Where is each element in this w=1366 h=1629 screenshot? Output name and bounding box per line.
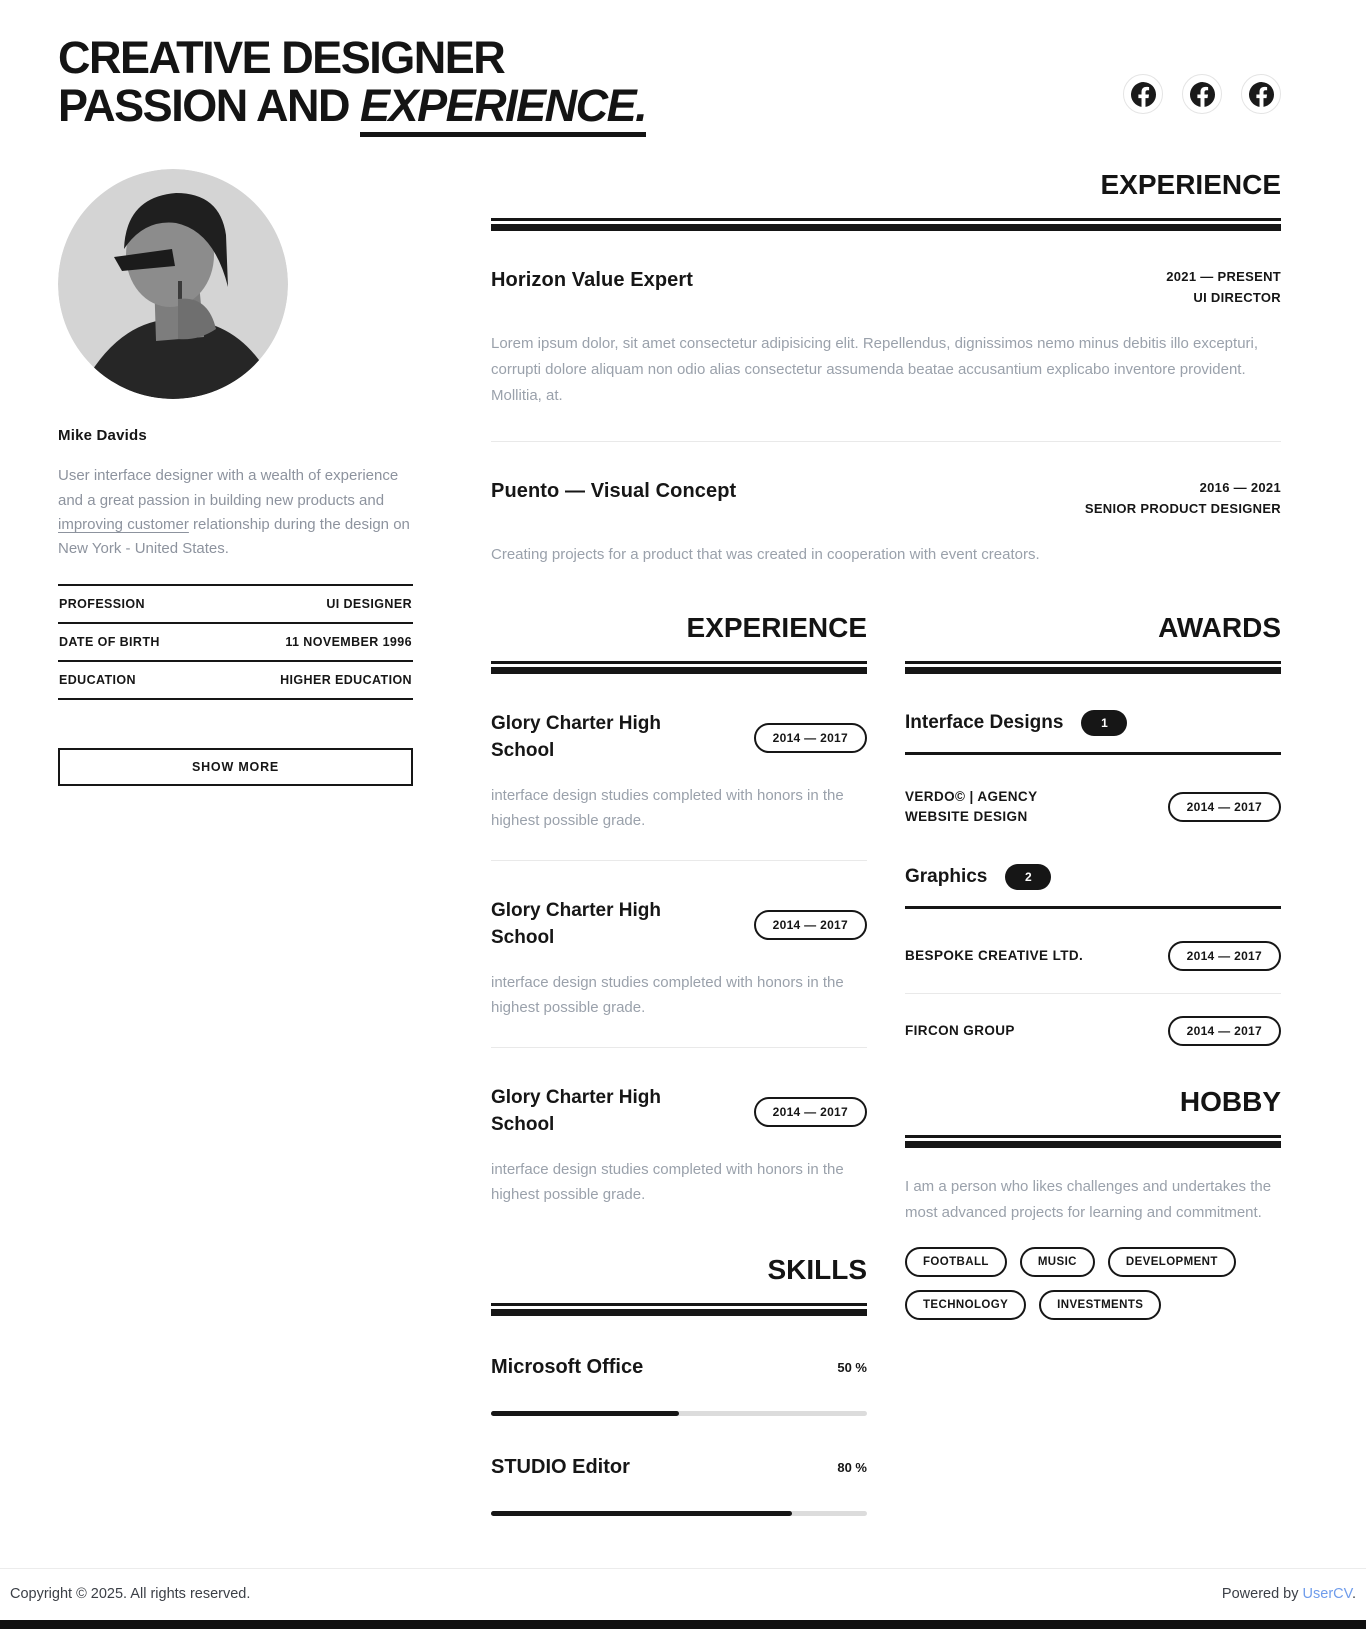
education-section-heading: EXPERIENCE [686, 611, 867, 643]
page-title-line1: CREATIVE DESIGNER [58, 32, 505, 83]
award-name-line1: VERDO© | AGENCY [905, 788, 1038, 804]
award-count-badge: 1 [1081, 710, 1127, 736]
social-links [1123, 74, 1281, 114]
hobby-description: I am a person who likes challenges and undertakes the most advanced projects for learning and commitment. [905, 1178, 1272, 1221]
hobby-tag: INVESTMENTS [1039, 1290, 1161, 1320]
sub-columns [491, 612, 1281, 1516]
hobby-tag: TECHNOLOGY [905, 1290, 1026, 1320]
award-entry [905, 1016, 1281, 1046]
detail-value: HIGHER EDUCATION [280, 672, 412, 687]
award-name-line2: WEBSITE DESIGN [905, 809, 1028, 825]
award-entry [905, 787, 1281, 829]
education-title: Glory Charter High School [491, 712, 661, 762]
detail-label: DATE OF BIRTH [59, 634, 160, 649]
skill-name: Microsoft Office [491, 1355, 644, 1378]
job-period: 2021 — PRESENT [1166, 269, 1281, 285]
job-header [491, 480, 1281, 516]
award-group-header [905, 864, 1281, 890]
job-period: 2016 — 2021 [1199, 479, 1281, 495]
powered-link[interactable]: UserCV [1302, 1585, 1352, 1602]
page-title-line2-prefix: PASSION AND [58, 79, 361, 131]
hobby-section [905, 1086, 1281, 1320]
period-pill: 2014 — 2017 [754, 910, 867, 940]
detail-value: 11 NOVEMBER 1996 [285, 634, 412, 649]
job-description: Lorem ipsum dolor, sit amet consectetur adipisicing elit. Repellendus, dignissimos nemo minus debitis illo excepturi, corrupti dolore aliquam non odio alias consectetur assumenda beatae accusantium explicabo inventore provident. Mollitia, at. [491, 335, 1259, 404]
skills-section [491, 1254, 867, 1516]
education-item [491, 897, 867, 1021]
award-group-rule [905, 752, 1281, 755]
divider [905, 993, 1281, 994]
content-grid [58, 169, 1281, 1515]
period-pill: 2014 — 2017 [754, 1097, 867, 1127]
bottom-accent-bar [0, 1620, 1366, 1629]
skill-header [491, 1456, 867, 1479]
section-rule [491, 218, 1281, 231]
show-more-button[interactable]: SHOW MORE [58, 748, 413, 786]
education-item [491, 710, 867, 834]
page-title-emphasis: EXPERIENCE. [360, 80, 646, 137]
award-group-rule [905, 906, 1281, 909]
award-name [905, 787, 1038, 829]
profile-bio [58, 464, 413, 561]
job-company: Puento — Visual Concept [491, 479, 737, 502]
education-item [491, 1084, 867, 1208]
experience-section-heading: EXPERIENCE [1100, 169, 1281, 201]
page-title [58, 34, 646, 129]
profile-name: Mike Davids [58, 427, 147, 445]
award-entry [905, 941, 1281, 971]
skill-progress-bar [491, 1411, 867, 1416]
job-entry [491, 480, 1281, 568]
skill-header [491, 1356, 867, 1379]
awards-hobby-column [905, 612, 1281, 1516]
award-group [905, 710, 1281, 829]
education-description: interface design studies completed with honors in the highest possible grade. [491, 973, 844, 1017]
award-name: FIRCON GROUP [905, 1022, 1015, 1038]
award-group-header [905, 710, 1281, 736]
footer-powered-prefix: Powered by [1221, 1585, 1303, 1602]
job-meta [1085, 480, 1281, 516]
job-role: UI DIRECTOR [1193, 290, 1281, 306]
profile-bio-text-before: User interface designer with a wealth of experience and a great passion in building new products and [58, 467, 399, 509]
job-entry [491, 269, 1281, 408]
footer-powered [1222, 1586, 1356, 1602]
profile-photo [58, 169, 288, 399]
education-skills-column [491, 612, 867, 1516]
skill-name: STUDIO Editor [491, 1455, 630, 1478]
award-group [905, 864, 1281, 1046]
page-header [58, 0, 1281, 129]
hobby-tag: FOOTBALL [905, 1247, 1007, 1277]
footer-bar [0, 1568, 1366, 1620]
education-title: Glory Charter High School [491, 1086, 661, 1136]
divider [491, 860, 867, 861]
education-description: interface design studies completed with honors in the highest possible grade. [491, 786, 844, 830]
skill-item [491, 1456, 867, 1516]
detail-row-date-of-birth [58, 622, 413, 660]
hobby-tag: MUSIC [1020, 1247, 1095, 1277]
detail-label: EDUCATION [59, 672, 136, 687]
profile-bio-link[interactable]: improving customer [58, 515, 189, 533]
education-item-header [491, 897, 867, 952]
divider [491, 441, 1281, 442]
education-item-header [491, 1084, 867, 1139]
section-rule [491, 1303, 867, 1316]
facebook-icon [1249, 82, 1274, 107]
award-count-badge: 2 [1005, 864, 1051, 890]
skill-progress-bar [491, 1511, 867, 1516]
period-pill: 2014 — 2017 [1168, 792, 1281, 822]
award-name: BESPOKE CREATIVE LTD. [905, 947, 1084, 963]
period-pill: 2014 — 2017 [754, 723, 867, 753]
job-role: SENIOR PRODUCT DESIGNER [1084, 500, 1281, 516]
skills-section-heading: SKILLS [767, 1253, 867, 1285]
profile-sidebar [58, 169, 413, 1515]
divider [491, 1047, 867, 1048]
detail-value: UI DESIGNER [326, 596, 412, 611]
skill-progress-fill [491, 1511, 792, 1516]
education-title: Glory Charter High School [491, 899, 661, 949]
section-rule [905, 1135, 1281, 1148]
period-pill: 2014 — 2017 [1168, 941, 1281, 971]
skill-percent: 80 % [837, 1459, 867, 1475]
hobby-section-heading: HOBBY [1179, 1086, 1281, 1118]
profile-bio-text-after: relationship during the design on New York - United States. [58, 515, 410, 558]
page-footer [0, 1568, 1366, 1629]
hobby-tags [905, 1247, 1281, 1320]
facebook-icon [1131, 82, 1156, 107]
profile-details-table [58, 584, 413, 700]
facebook-button-1[interactable] [1123, 74, 1163, 114]
facebook-button-3[interactable] [1241, 74, 1281, 114]
section-rule [905, 661, 1281, 674]
award-group-title: Graphics [905, 866, 988, 888]
skill-progress-fill [491, 1411, 679, 1416]
section-rule [491, 661, 867, 674]
facebook-icon [1190, 82, 1215, 107]
hobby-tag: DEVELOPMENT [1108, 1247, 1236, 1277]
main-column [491, 169, 1281, 1515]
footer-copyright: Copyright © 2025. All rights reserved. [10, 1585, 251, 1602]
detail-row-education [58, 660, 413, 700]
period-pill: 2014 — 2017 [1168, 1016, 1281, 1046]
job-header [491, 269, 1281, 305]
awards-section-heading: AWARDS [1158, 611, 1281, 643]
job-meta [1166, 269, 1281, 305]
facebook-button-2[interactable] [1182, 74, 1222, 114]
award-group-title: Interface Designs [905, 711, 1064, 733]
education-description: interface design studies completed with honors in the highest possible grade. [491, 1160, 844, 1204]
job-company: Horizon Value Expert [491, 269, 694, 292]
skill-percent: 50 % [837, 1359, 867, 1375]
detail-label: PROFESSION [59, 596, 145, 611]
detail-row-profession [58, 584, 413, 622]
job-description: Creating projects for a product that was created in cooperation with event creators. [491, 545, 1040, 563]
education-item-header [491, 710, 867, 765]
skill-item [491, 1356, 867, 1416]
footer-powered-suffix: . [1351, 1585, 1356, 1602]
